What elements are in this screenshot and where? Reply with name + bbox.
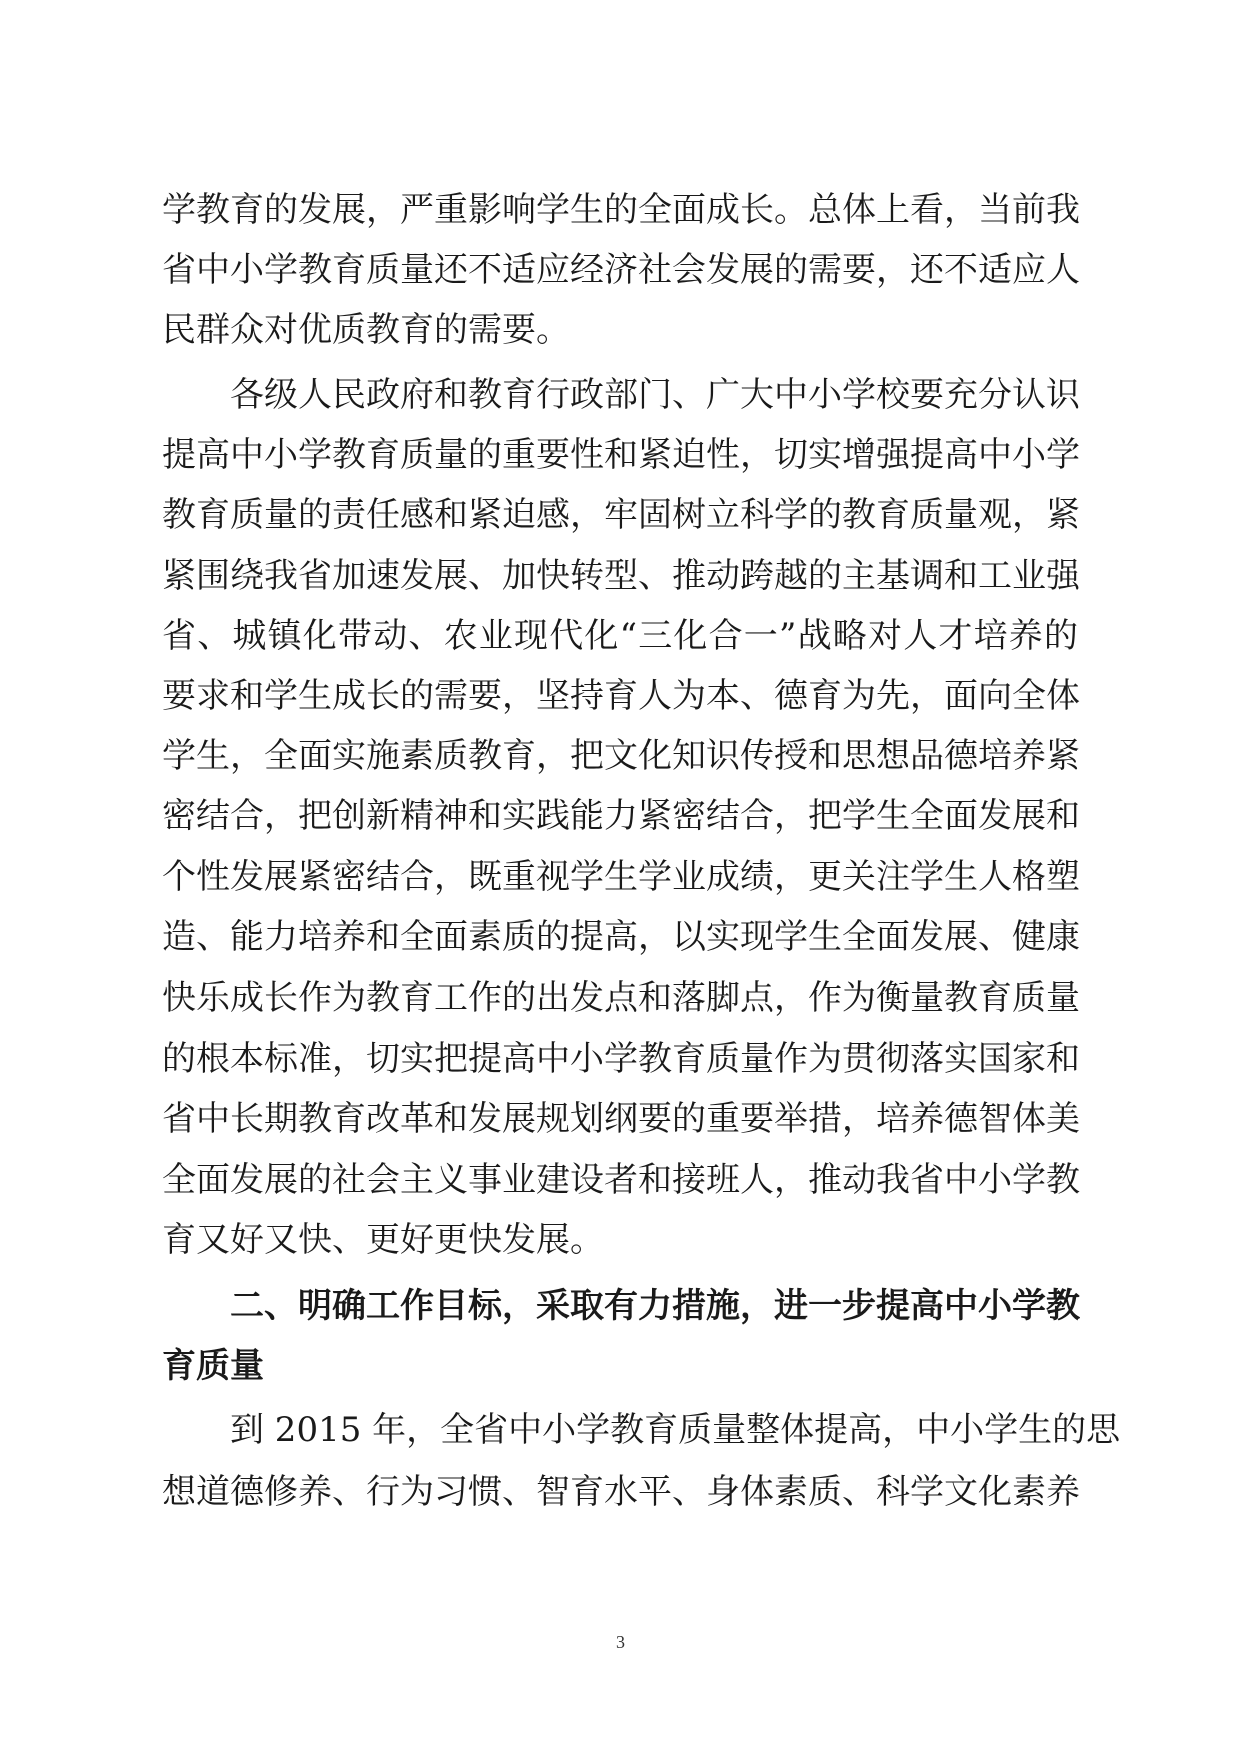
text-line: 的根本标准，切实把提高中小学教育质量作为贯彻落实国家和 <box>162 1039 1080 1079</box>
text-line: 教育质量的责任感和紧迫感，牢固树立科学的教育质量观，紧 <box>162 495 1080 535</box>
text-line: 省中长期教育改革和发展规划纲要的重要举措，培养德智体美 <box>162 1099 1080 1139</box>
text-line: 提高中小学教育质量的重要性和紧迫性，切实增强提高中小学 <box>162 435 1080 475</box>
text-line: 各级人民政府和教育行政部门、广大中小学校要充分认识 <box>230 375 1080 415</box>
text-line: 育又好又快、更好更快发展。 <box>162 1220 604 1260</box>
text-line: 密结合，把创新精神和实践能力紧密结合，把学生全面发展和 <box>162 796 1080 836</box>
page-number: 3 <box>616 1632 625 1652</box>
text-line: 全面发展的社会主义事业建设者和接班人，推动我省中小学教 <box>162 1160 1080 1200</box>
text-line: 个性发展紧密结合，既重视学生学业成绩，更关注学生人格塑 <box>162 857 1080 897</box>
text-line: 省、城镇化带动、农业现代化“三化合一”战略对人才培养的 <box>162 616 1078 656</box>
text-line: 到 2015 年，全省中小学教育质量整体提高，中小学生的思 <box>230 1410 1121 1450</box>
text-line: 民群众对优质教育的需要。 <box>162 310 570 350</box>
text-line: 省中小学教育质量还不适应经济社会发展的需要，还不适应人 <box>162 250 1080 290</box>
text-line: 学教育的发展，严重影响学生的全面成长。总体上看，当前我 <box>162 190 1080 230</box>
section-heading-line: 育质量 <box>162 1346 264 1386</box>
text-line: 快乐成长作为教育工作的出发点和落脚点，作为衡量教育质量 <box>162 978 1080 1018</box>
text-line: 想道德修养、行为习惯、智育水平、身体素质、科学文化素养 <box>162 1472 1080 1512</box>
text-line: 造、能力培养和全面素质的提高，以实现学生全面发展、健康 <box>162 917 1080 957</box>
section-heading-line: 二、明确工作目标，采取有力措施，进一步提高中小学教 <box>230 1286 1080 1326</box>
text-line: 紧围绕我省加速发展、加快转型、推动跨越的主基调和工业强 <box>162 556 1080 596</box>
text-line: 学生，全面实施素质教育，把文化知识传授和思想品德培养紧 <box>162 736 1080 776</box>
text-line: 要求和学生成长的需要，坚持育人为本、德育为先，面向全体 <box>162 676 1080 716</box>
